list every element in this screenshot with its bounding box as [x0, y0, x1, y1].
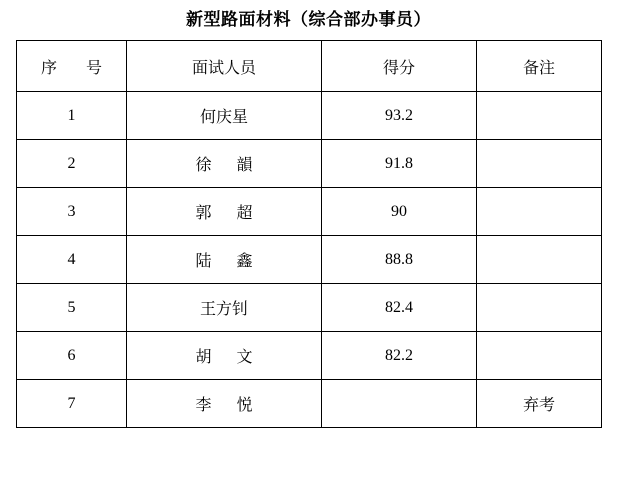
column-header-score: 得分	[322, 41, 477, 92]
table-row	[17, 332, 602, 380]
cell-score: 93.2	[322, 92, 477, 140]
table-row	[17, 284, 602, 332]
cell-score: 90	[322, 188, 477, 236]
column-header-name: 面试人员	[127, 41, 322, 92]
table-body	[17, 92, 602, 428]
cell-name: 胡 文	[127, 332, 322, 380]
cell-name: 陆 鑫	[127, 236, 322, 284]
cell-score: 82.2	[322, 332, 477, 380]
cell-remark: 弃考	[477, 380, 602, 428]
table-header	[17, 41, 602, 92]
cell-name: 何庆星	[127, 92, 322, 140]
cell-score: 88.8	[322, 236, 477, 284]
cell-remark	[477, 140, 602, 188]
cell-score	[322, 380, 477, 428]
cell-name: 郭 超	[127, 188, 322, 236]
cell-no: 3	[17, 188, 127, 236]
column-header-remark: 备注	[477, 41, 602, 92]
table-row	[17, 140, 602, 188]
cell-no: 5	[17, 284, 127, 332]
cell-name: 徐 韻	[127, 140, 322, 188]
table-row	[17, 92, 602, 140]
interview-score-table	[16, 40, 602, 428]
cell-no: 4	[17, 236, 127, 284]
cell-score: 82.4	[322, 284, 477, 332]
table-row	[17, 236, 602, 284]
cell-remark	[477, 92, 602, 140]
cell-name: 王方钊	[127, 284, 322, 332]
cell-name: 李 悦	[127, 380, 322, 428]
table-row	[17, 188, 602, 236]
cell-no: 2	[17, 140, 127, 188]
cell-remark	[477, 236, 602, 284]
cell-remark	[477, 332, 602, 380]
table-row	[17, 380, 602, 428]
cell-score: 91.8	[322, 140, 477, 188]
cell-no: 7	[17, 380, 127, 428]
cell-remark	[477, 188, 602, 236]
cell-no: 1	[17, 92, 127, 140]
cell-no: 6	[17, 332, 127, 380]
cell-remark	[477, 284, 602, 332]
table-container	[0, 40, 617, 428]
table-header-row	[17, 41, 602, 92]
page-title: 新型路面材料（综合部办事员）	[186, 10, 431, 30]
column-header-no: 序 号	[17, 41, 127, 92]
